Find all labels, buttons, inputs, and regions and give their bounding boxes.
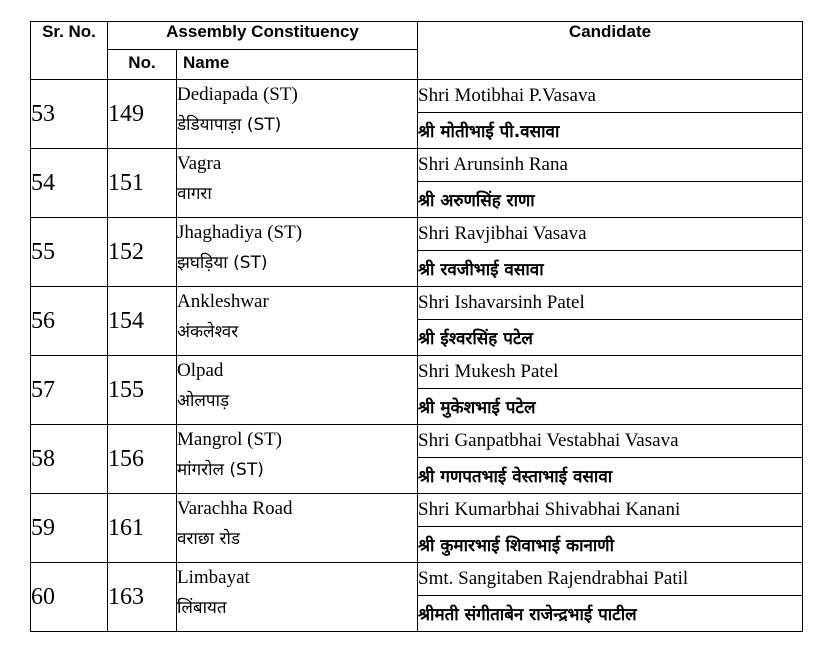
constituency-name-en: Olpad xyxy=(177,360,224,381)
sr-no-cell: 59 xyxy=(31,494,108,563)
assembly-constituency-header: Assembly Constituency xyxy=(108,22,418,50)
table-row xyxy=(31,563,803,596)
candidate-name-hi: श्री मुकेशभाई पटेल xyxy=(418,389,803,425)
constituency-no-cell: 155 xyxy=(108,356,177,425)
constituency-no-cell: 163 xyxy=(108,563,177,632)
header-row xyxy=(31,22,803,50)
constituency-name-hi: वागरा xyxy=(177,184,212,204)
constituency-no-cell: 152 xyxy=(108,218,177,287)
candidate-name-en: Shri Ganpatbhai Vestabhai Vasava xyxy=(418,425,803,458)
name-header: Name xyxy=(177,50,418,80)
constituency-no-cell: 149 xyxy=(108,80,177,149)
sr-no-cell: 57 xyxy=(31,356,108,425)
candidates-table xyxy=(30,21,803,632)
constituency-no-cell: 151 xyxy=(108,149,177,218)
constituency-name-cell xyxy=(177,287,418,356)
constituency-name-hi: ओलपाड़ xyxy=(177,391,230,411)
candidate-name-hi: श्री ईश्वरसिंह पटेल xyxy=(418,320,803,356)
constituency-name-cell xyxy=(177,356,418,425)
constituency-name-hi: लिंबायत xyxy=(177,598,227,618)
sr-no-cell: 56 xyxy=(31,287,108,356)
constituency-name-hi: मांगरोल (ST) xyxy=(177,460,264,480)
constituency-name-en: Dediapada (ST) xyxy=(177,84,298,105)
table-body xyxy=(31,80,803,632)
table-row xyxy=(31,287,803,320)
constituency-name-cell xyxy=(177,494,418,563)
candidate-name-en: Shri Motibhai P.Vasava xyxy=(418,80,803,113)
candidate-name-hi: श्री कुमारभाई शिवाभाई कानाणी xyxy=(418,527,803,563)
table-row xyxy=(31,218,803,251)
table-row xyxy=(31,425,803,458)
constituency-name-hi: झघड़िया (ST) xyxy=(177,253,268,273)
candidate-name-en: Shri Arunsinh Rana xyxy=(418,149,803,182)
sr-no-cell: 60 xyxy=(31,563,108,632)
constituency-name-en: Ankleshwar xyxy=(177,291,269,312)
constituency-no-cell: 161 xyxy=(108,494,177,563)
constituency-name-en: Jhaghadiya (ST) xyxy=(177,222,303,243)
candidate-name-hi: श्री मोतीभाई पी.वसावा xyxy=(418,113,803,149)
table-row xyxy=(31,356,803,389)
constituency-no-cell: 156 xyxy=(108,425,177,494)
candidate-name-en: Shri Ravjibhai Vasava xyxy=(418,218,803,251)
constituency-name-cell xyxy=(177,149,418,218)
constituency-name-hi: अंकलेश्वर xyxy=(177,322,239,342)
candidate-name-hi: श्री रवजीभाई वसावा xyxy=(418,251,803,287)
sr-no-cell: 55 xyxy=(31,218,108,287)
sr-no-cell: 53 xyxy=(31,80,108,149)
candidate-name-en: Smt. Sangitaben Rajendrabhai Patil xyxy=(418,563,803,596)
table-row xyxy=(31,494,803,527)
sr-no-header: Sr. No. xyxy=(31,22,108,80)
constituency-name-en: Limbayat xyxy=(177,567,250,588)
candidate-name-hi: श्री गणपतभाई वेस्ताभाई वसावा xyxy=(418,458,803,494)
constituency-name-en: Varachha Road xyxy=(177,498,293,519)
table-row xyxy=(31,80,803,113)
sr-no-cell: 54 xyxy=(31,149,108,218)
candidate-header: Candidate xyxy=(418,22,803,80)
candidate-name-en: Shri Ishavarsinh Patel xyxy=(418,287,803,320)
candidate-name-hi: श्री अरुणसिंह राणा xyxy=(418,182,803,218)
candidate-name-en: Shri Kumarbhai Shivabhai Kanani xyxy=(418,494,803,527)
table-row xyxy=(31,149,803,182)
sr-no-cell: 58 xyxy=(31,425,108,494)
constituency-name-en: Vagra xyxy=(177,153,222,174)
constituency-name-cell xyxy=(177,563,418,632)
candidate-name-en: Shri Mukesh Patel xyxy=(418,356,803,389)
constituency-name-hi: डेडियापाड़ा (ST) xyxy=(177,115,282,135)
constituency-name-cell xyxy=(177,218,418,287)
constituency-name-cell xyxy=(177,425,418,494)
candidate-name-hi: श्रीमती संगीताबेन राजेन्द्रभाई पाटील xyxy=(418,596,803,632)
constituency-no-cell: 154 xyxy=(108,287,177,356)
no-header: No. xyxy=(108,50,177,80)
constituency-name-cell xyxy=(177,80,418,149)
constituency-name-en: Mangrol (ST) xyxy=(177,429,283,450)
constituency-name-hi: वराछा रोड xyxy=(177,529,240,549)
